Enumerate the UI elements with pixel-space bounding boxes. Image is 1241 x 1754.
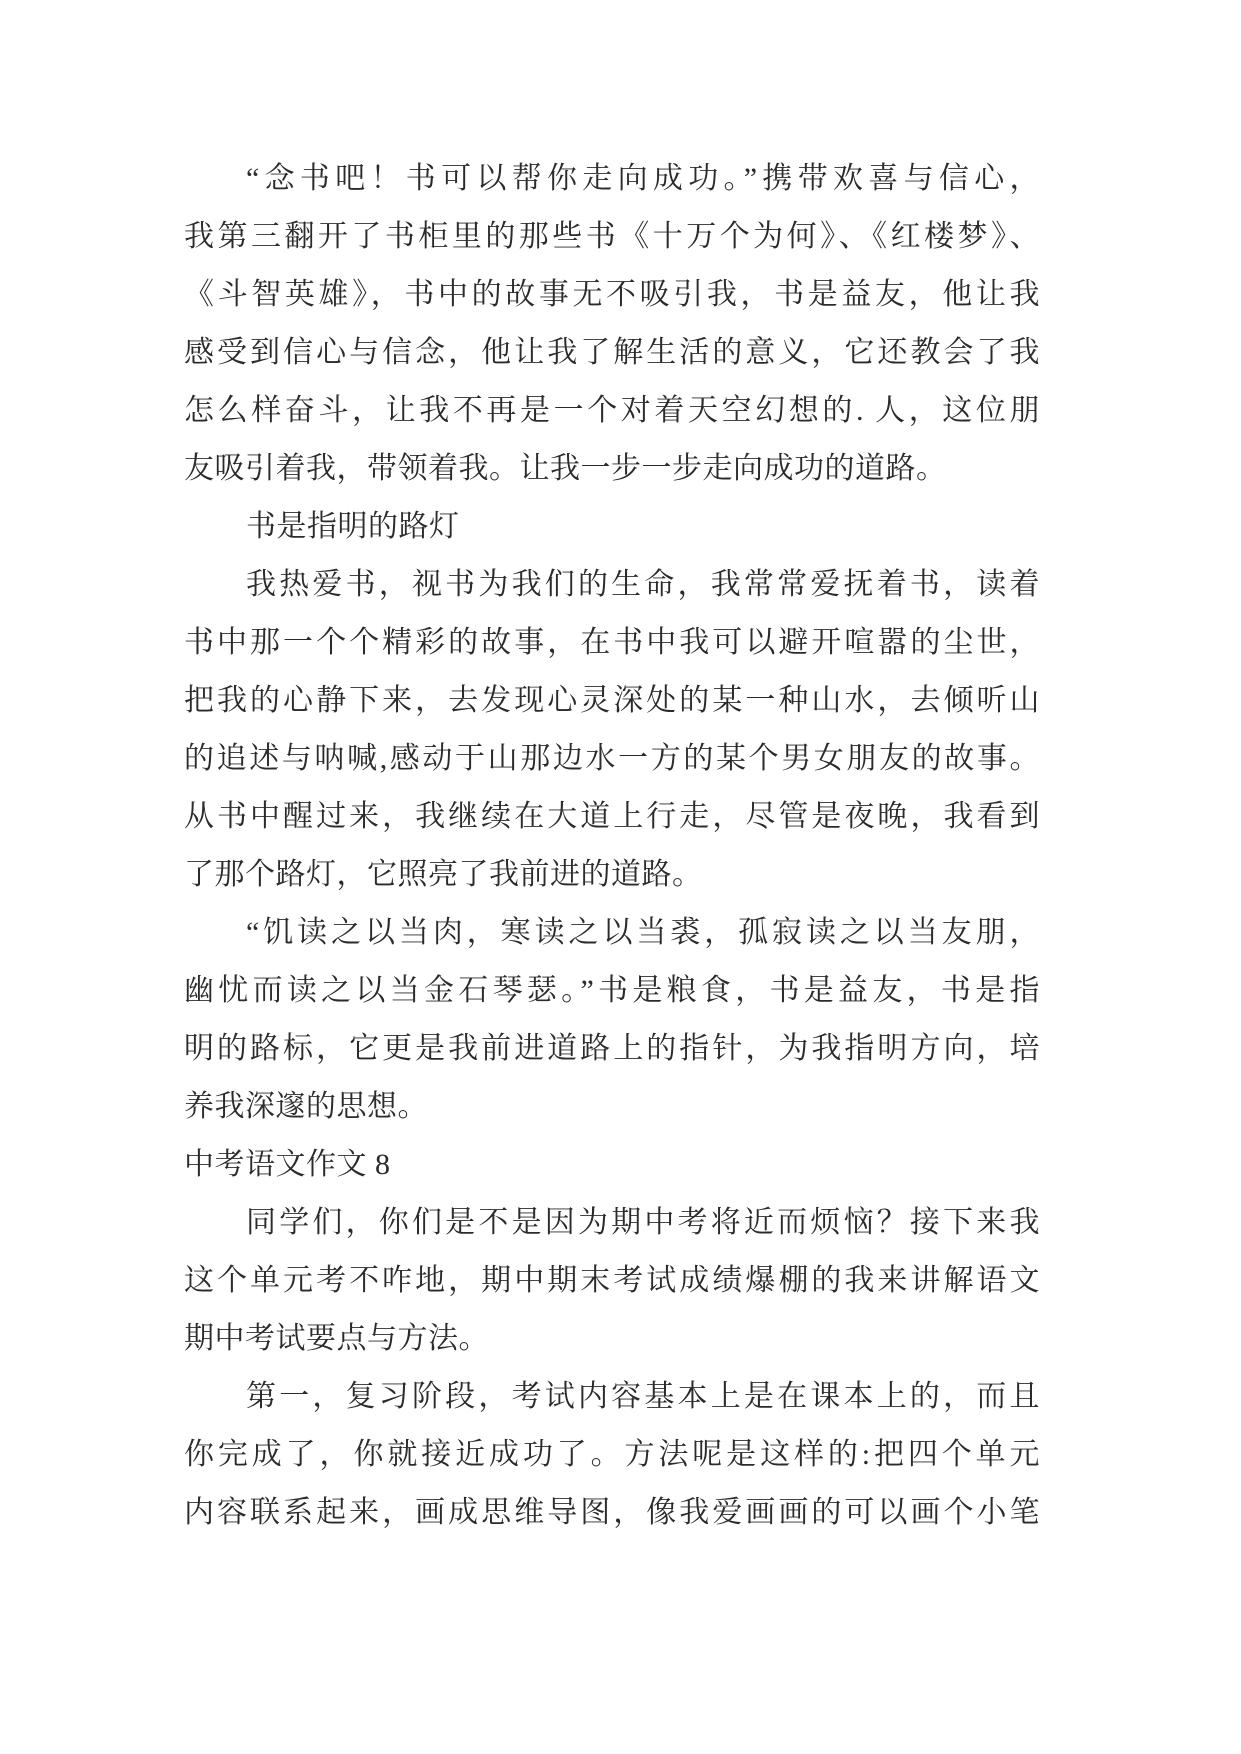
text-line: 了那个路灯，它照亮了我前进的道路。 <box>184 858 703 891</box>
text-line: “念书吧！书可以帮你走向成功。”携带欢喜与信心， <box>246 162 1040 195</box>
text-line: 你完成了，你就接近成功了。方法呢是这样的:把四个单元 <box>184 1438 1040 1471</box>
text-line: 第一，复习阶段，考试内容基本上是在课本上的，而且 <box>246 1380 1040 1413</box>
text-line: 这个单元考不咋地，期中期末考试成绩爆棚的我来讲解语文 <box>184 1264 1040 1297</box>
text-line: 养我深邃的思想。 <box>184 1090 428 1123</box>
text-line: 内容联系起来，画成思维导图，像我爱画画的可以画个小笔 <box>184 1496 1040 1529</box>
essay-subheading: 书是指明的路灯 <box>246 510 460 543</box>
text-line: 感受到信心与信念，他让我了解生活的意义，它还教会了我 <box>184 336 1040 369</box>
text-line: 明的路标，它更是我前进道路上的指针，为我指明方向，培 <box>184 1032 1040 1065</box>
text-line: 的追述与呐喊,感动于山那边水一方的某个男女朋友的故事。 <box>184 742 1040 775</box>
text-line: 我热爱书，视书为我们的生命，我常常爱抚着书，读着 <box>246 568 1040 601</box>
text-line: 把我的心静下来，去发现心灵深处的某一种山水，去倾听山 <box>184 684 1040 717</box>
text-line: 书中那一个个精彩的故事，在书中我可以避开喧嚣的尘世， <box>184 626 1040 659</box>
text-line: 《斗智英雄》，书中的故事无不吸引我，书是益友，他让我 <box>184 278 1040 311</box>
text-line: 友吸引着我，带领着我。让我一步一步走向成功的道路。 <box>184 452 947 485</box>
essay-body <box>184 150 1040 1542</box>
text-line: 我第三翻开了书柜里的那些书《十万个为何》、《红楼梦》、 <box>184 220 1040 253</box>
text-line: 幽忧而读之以当金石琴瑟。”书是粮食，书是益友，书是指 <box>184 974 1040 1007</box>
text-line: 同学们，你们是不是因为期中考将近而烦恼？接下来我 <box>246 1206 1040 1239</box>
text-line: 从书中醒过来，我继续在大道上行走，尽管是夜晚，我看到 <box>184 800 1040 833</box>
text-line: 期中考试要点与方法。 <box>184 1322 489 1355</box>
text-line: “饥读之以当肉，寒读之以当裘，孤寂读之以当友朋， <box>246 916 1040 949</box>
essay-heading: 中考语文作文 8 <box>184 1148 391 1181</box>
text-line: 怎么样奋斗，让我不再是一个对着天空幻想的. 人，这位朋 <box>184 394 1040 427</box>
